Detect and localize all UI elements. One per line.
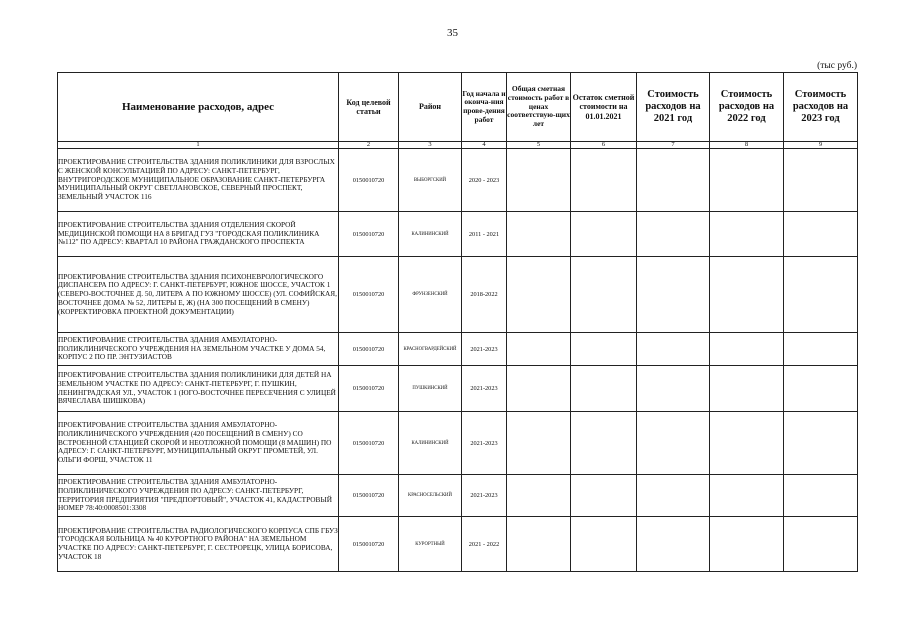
page-number: 35: [447, 27, 458, 39]
row-name: ПРОЕКТИРОВАНИЕ СТРОИТЕЛЬСТВА ЗДАНИЯ АМБУЛАТОРНО-ПОЛИКЛИНИЧЕСКОГО УЧРЕЖДЕНИЯ НА ЗЕМЕЛЬНОМ УЧАСТКЕ У ДОМА 54, КОРПУС 2 ПО ПР. ЭНТУЗИАСТОВ: [58, 333, 339, 366]
row-cost-2023: [784, 517, 858, 572]
row-cost-2021: [637, 475, 710, 517]
row-district: КАЛИНИНСКИЙ: [399, 212, 462, 257]
row-code: 0150010720: [339, 149, 399, 212]
row-district: ПУШКИНСКИЙ: [399, 366, 462, 412]
table-row: [58, 366, 858, 412]
row-years: 2021 - 2022: [462, 517, 507, 572]
row-cost-2023: [784, 149, 858, 212]
row-code: 0150010720: [339, 212, 399, 257]
row-name: ПРОЕКТИРОВАНИЕ СТРОИТЕЛЬСТВА ЗДАНИЯ ПОЛИКЛИНИКИ ДЛЯ ВЗРОСЛЫХ С ЖЕНСКОЙ КОНСУЛЬТАЦИЕЙ ПО АДРЕСУ: САНКТ-ПЕТЕРБУРГ, ВНУТРИГОРОДСКОЕ МУНИЦИПАЛЬНОЕ ОБРАЗОВАНИЕ САНКТ-ПЕТЕРБУРГА МУНИЦИПАЛЬНЫЙ ОКРУГ СВЕТЛАНОВСКОЕ, СЕВЕРНЫЙ ПРОСПЕКТ, ЗЕМЕЛЬНЫЙ УЧАСТОК 116: [58, 149, 339, 212]
row-cost-2022: [710, 475, 784, 517]
column-number: 2: [339, 142, 399, 149]
row-remainder: [571, 333, 637, 366]
row-years: 2020 - 2023: [462, 149, 507, 212]
row-district: КРАСНОГВАРДЕЙСКИЙ: [399, 333, 462, 366]
header-years: Год начала и оконча-ния прове-дения работ: [462, 73, 507, 142]
row-district: ФРУНЗЕНСКИЙ: [399, 257, 462, 333]
expenses-table: [57, 72, 858, 572]
row-remainder: [571, 366, 637, 412]
row-years: 2021-2023: [462, 475, 507, 517]
row-cost-2022: [710, 333, 784, 366]
column-number: 1: [58, 142, 339, 149]
row-cost-2022: [710, 412, 784, 475]
header-code: Код целевой статьи: [339, 73, 399, 142]
row-cost-2021: [637, 333, 710, 366]
row-district: КУРОРТНЫЙ: [399, 517, 462, 572]
row-cost-2021: [637, 412, 710, 475]
table-row: [58, 149, 858, 212]
column-number: 8: [710, 142, 784, 149]
table-row: [58, 517, 858, 572]
header-remainder: Остаток сметной стоимости на 01.01.2021: [571, 73, 637, 142]
row-years: 2011 - 2021: [462, 212, 507, 257]
header-cost-2023: Стоимость расходов на 2023 год: [784, 73, 858, 142]
row-district: КРАСНОСЕЛЬСКИЙ: [399, 475, 462, 517]
row-remainder: [571, 475, 637, 517]
row-code: 0150010720: [339, 475, 399, 517]
row-code: 0150010720: [339, 257, 399, 333]
row-cost-2022: [710, 212, 784, 257]
row-remainder: [571, 412, 637, 475]
row-cost-2021: [637, 366, 710, 412]
header-cost-2022: Стоимость расходов на 2022 год: [710, 73, 784, 142]
row-cost-2021: [637, 212, 710, 257]
column-number: 5: [507, 142, 571, 149]
header-name: Наименование расходов, адрес: [58, 73, 339, 142]
row-remainder: [571, 212, 637, 257]
row-code: 0150010720: [339, 333, 399, 366]
row-name: ПРОЕКТИРОВАНИЕ СТРОИТЕЛЬСТВА ЗДАНИЯ ПОЛИКЛИНИКИ ДЛЯ ДЕТЕЙ НА ЗЕМЕЛЬНОМ УЧАСТКЕ ПО АДРЕСУ: САНКТ-ПЕТЕРБУРГ, Г. ПУШКИН, ЛЕНИНГРАДСКАЯ УЛ., УЧАСТОК 1 (ЮГО-ВОСТОЧНЕЕ ПЕРЕСЕЧЕНИЯ С УЛИЦЕЙ ВЯЧЕСЛАВА ШИШКОВА): [58, 366, 339, 412]
row-cost-2021: [637, 257, 710, 333]
header-row: [58, 73, 858, 142]
column-number-row: [58, 142, 858, 149]
row-years: 2021-2023: [462, 333, 507, 366]
row-district: КАЛИНИНСКИЙ: [399, 412, 462, 475]
header-cost-2021: Стоимость расходов на 2021 год: [637, 73, 710, 142]
table-row: [58, 333, 858, 366]
row-total-cost: [507, 333, 571, 366]
header-total-cost: Общая сметная стоимость работ в ценах соответствую-щих лет: [507, 73, 571, 142]
row-cost-2023: [784, 257, 858, 333]
row-total-cost: [507, 149, 571, 212]
table-row: [58, 475, 858, 517]
row-total-cost: [507, 412, 571, 475]
row-name: ПРОЕКТИРОВАНИЕ СТРОИТЕЛЬСТВА ЗДАНИЯ АМБУЛАТОРНО-ПОЛИКЛИНИЧЕСКОГО УЧРЕЖДЕНИЯ (420 ПОСЕЩЕНИЙ В СМЕНУ) СО ВСТРОЕННОЙ СТАНЦИЕЙ СКОРОЙ И НЕОТЛОЖНОЙ ПОМОЩИ (8 МАШИН) ПО АДРЕСУ: Г. САНКТ-ПЕТЕРБУРГ, МУНИЦИПАЛЬНЫЙ ОКРУГ ПРОМЕТЕЙ, УЛ. ОЛЬГИ ФОРШ, УЧАСТОК 11: [58, 412, 339, 475]
table-row: [58, 212, 858, 257]
row-cost-2021: [637, 517, 710, 572]
row-total-cost: [507, 475, 571, 517]
row-name: ПРОЕКТИРОВАНИЕ СТРОИТЕЛЬСТВА ЗДАНИЯ ПСИХОНЕВРОЛОГИЧЕСКОГО ДИСПАНСЕРА ПО АДРЕСУ: Г. САНКТ-ПЕТЕРБУРГ, ЮЖНОЕ ШОССЕ, УЧАСТОК 1 (СЕВЕРО-ВОСТОЧНЕЕ Д. 50, ЛИТЕРА А ПО ЮЖНОМУ ШОССЕ) (УЛ. СОФИЙСКАЯ, ВОСТОЧНЕЕ ДОМА № 52, ЛИТЕРЫ Е, Ж) (НА 300 ПОСЕЩЕНИЙ В СМЕНУ) (КОРРЕКТИРОВКА ПРОЕКТНОЙ ДОКУМЕНТАЦИИ): [58, 257, 339, 333]
units-note: (тыс руб.): [817, 61, 857, 71]
column-number: 9: [784, 142, 858, 149]
row-cost-2023: [784, 475, 858, 517]
row-remainder: [571, 517, 637, 572]
row-cost-2021: [637, 149, 710, 212]
row-cost-2023: [784, 366, 858, 412]
row-total-cost: [507, 257, 571, 333]
row-code: 0150010720: [339, 366, 399, 412]
row-total-cost: [507, 366, 571, 412]
column-number: 3: [399, 142, 462, 149]
row-total-cost: [507, 517, 571, 572]
table-row: [58, 412, 858, 475]
row-total-cost: [507, 212, 571, 257]
column-number: 4: [462, 142, 507, 149]
row-years: 2021-2023: [462, 366, 507, 412]
table-row: [58, 257, 858, 333]
row-name: ПРОЕКТИРОВАНИЕ СТРОИТЕЛЬСТВА РАДИОЛОГИЧЕСКОГО КОРПУСА СПБ ГБУЗ "ГОРОДСКАЯ БОЛЬНИЦА № 40 КУРОРТНОГО РАЙОНА" НА ЗЕМЕЛЬНОМ УЧАСТКЕ ПО АДРЕСУ: САНКТ-ПЕТЕРБУРГ, Г. СЕСТРОРЕЦК, УЛИЦА БОРИСОВА, УЧАСТОК 18: [58, 517, 339, 572]
row-cost-2022: [710, 517, 784, 572]
row-cost-2022: [710, 257, 784, 333]
row-district: ВЫБОРГСКИЙ: [399, 149, 462, 212]
column-number: 6: [571, 142, 637, 149]
row-cost-2022: [710, 149, 784, 212]
column-number: 7: [637, 142, 710, 149]
row-years: 2018-2022: [462, 257, 507, 333]
row-cost-2023: [784, 412, 858, 475]
row-cost-2023: [784, 333, 858, 366]
row-remainder: [571, 149, 637, 212]
row-years: 2021-2023: [462, 412, 507, 475]
row-code: 0150010720: [339, 412, 399, 475]
row-name: ПРОЕКТИРОВАНИЕ СТРОИТЕЛЬСТВА ЗДАНИЯ АМБУЛАТОРНО-ПОЛИКЛИНИЧЕСКОГО УЧРЕЖДЕНИЯ ПО АДРЕСУ: САНКТ-ПЕТЕРБУРГ, ТЕРРИТОРИЯ ПРЕДПРИЯТИЯ "ПРЕДПОРТОВЫЙ", УЧАСТОК 41, КАДАСТРОВЫЙ НОМЕР 78:40:0008501:3308: [58, 475, 339, 517]
row-cost-2023: [784, 212, 858, 257]
row-cost-2022: [710, 366, 784, 412]
row-code: 0150010720: [339, 517, 399, 572]
header-district: Район: [399, 73, 462, 142]
row-remainder: [571, 257, 637, 333]
row-name: ПРОЕКТИРОВАНИЕ СТРОИТЕЛЬСТВА ЗДАНИЯ ОТДЕЛЕНИЯ СКОРОЙ МЕДИЦИНСКОЙ ПОМОЩИ НА 8 БРИГАД ГУЗ "ГОРОДСКАЯ ПОЛИКЛИНИКА №112" ПО АДРЕСУ: КВАРТАЛ 10 РАЙОНА ГРАЖДАНСКОГО ПРОСПЕКТА: [58, 212, 339, 257]
